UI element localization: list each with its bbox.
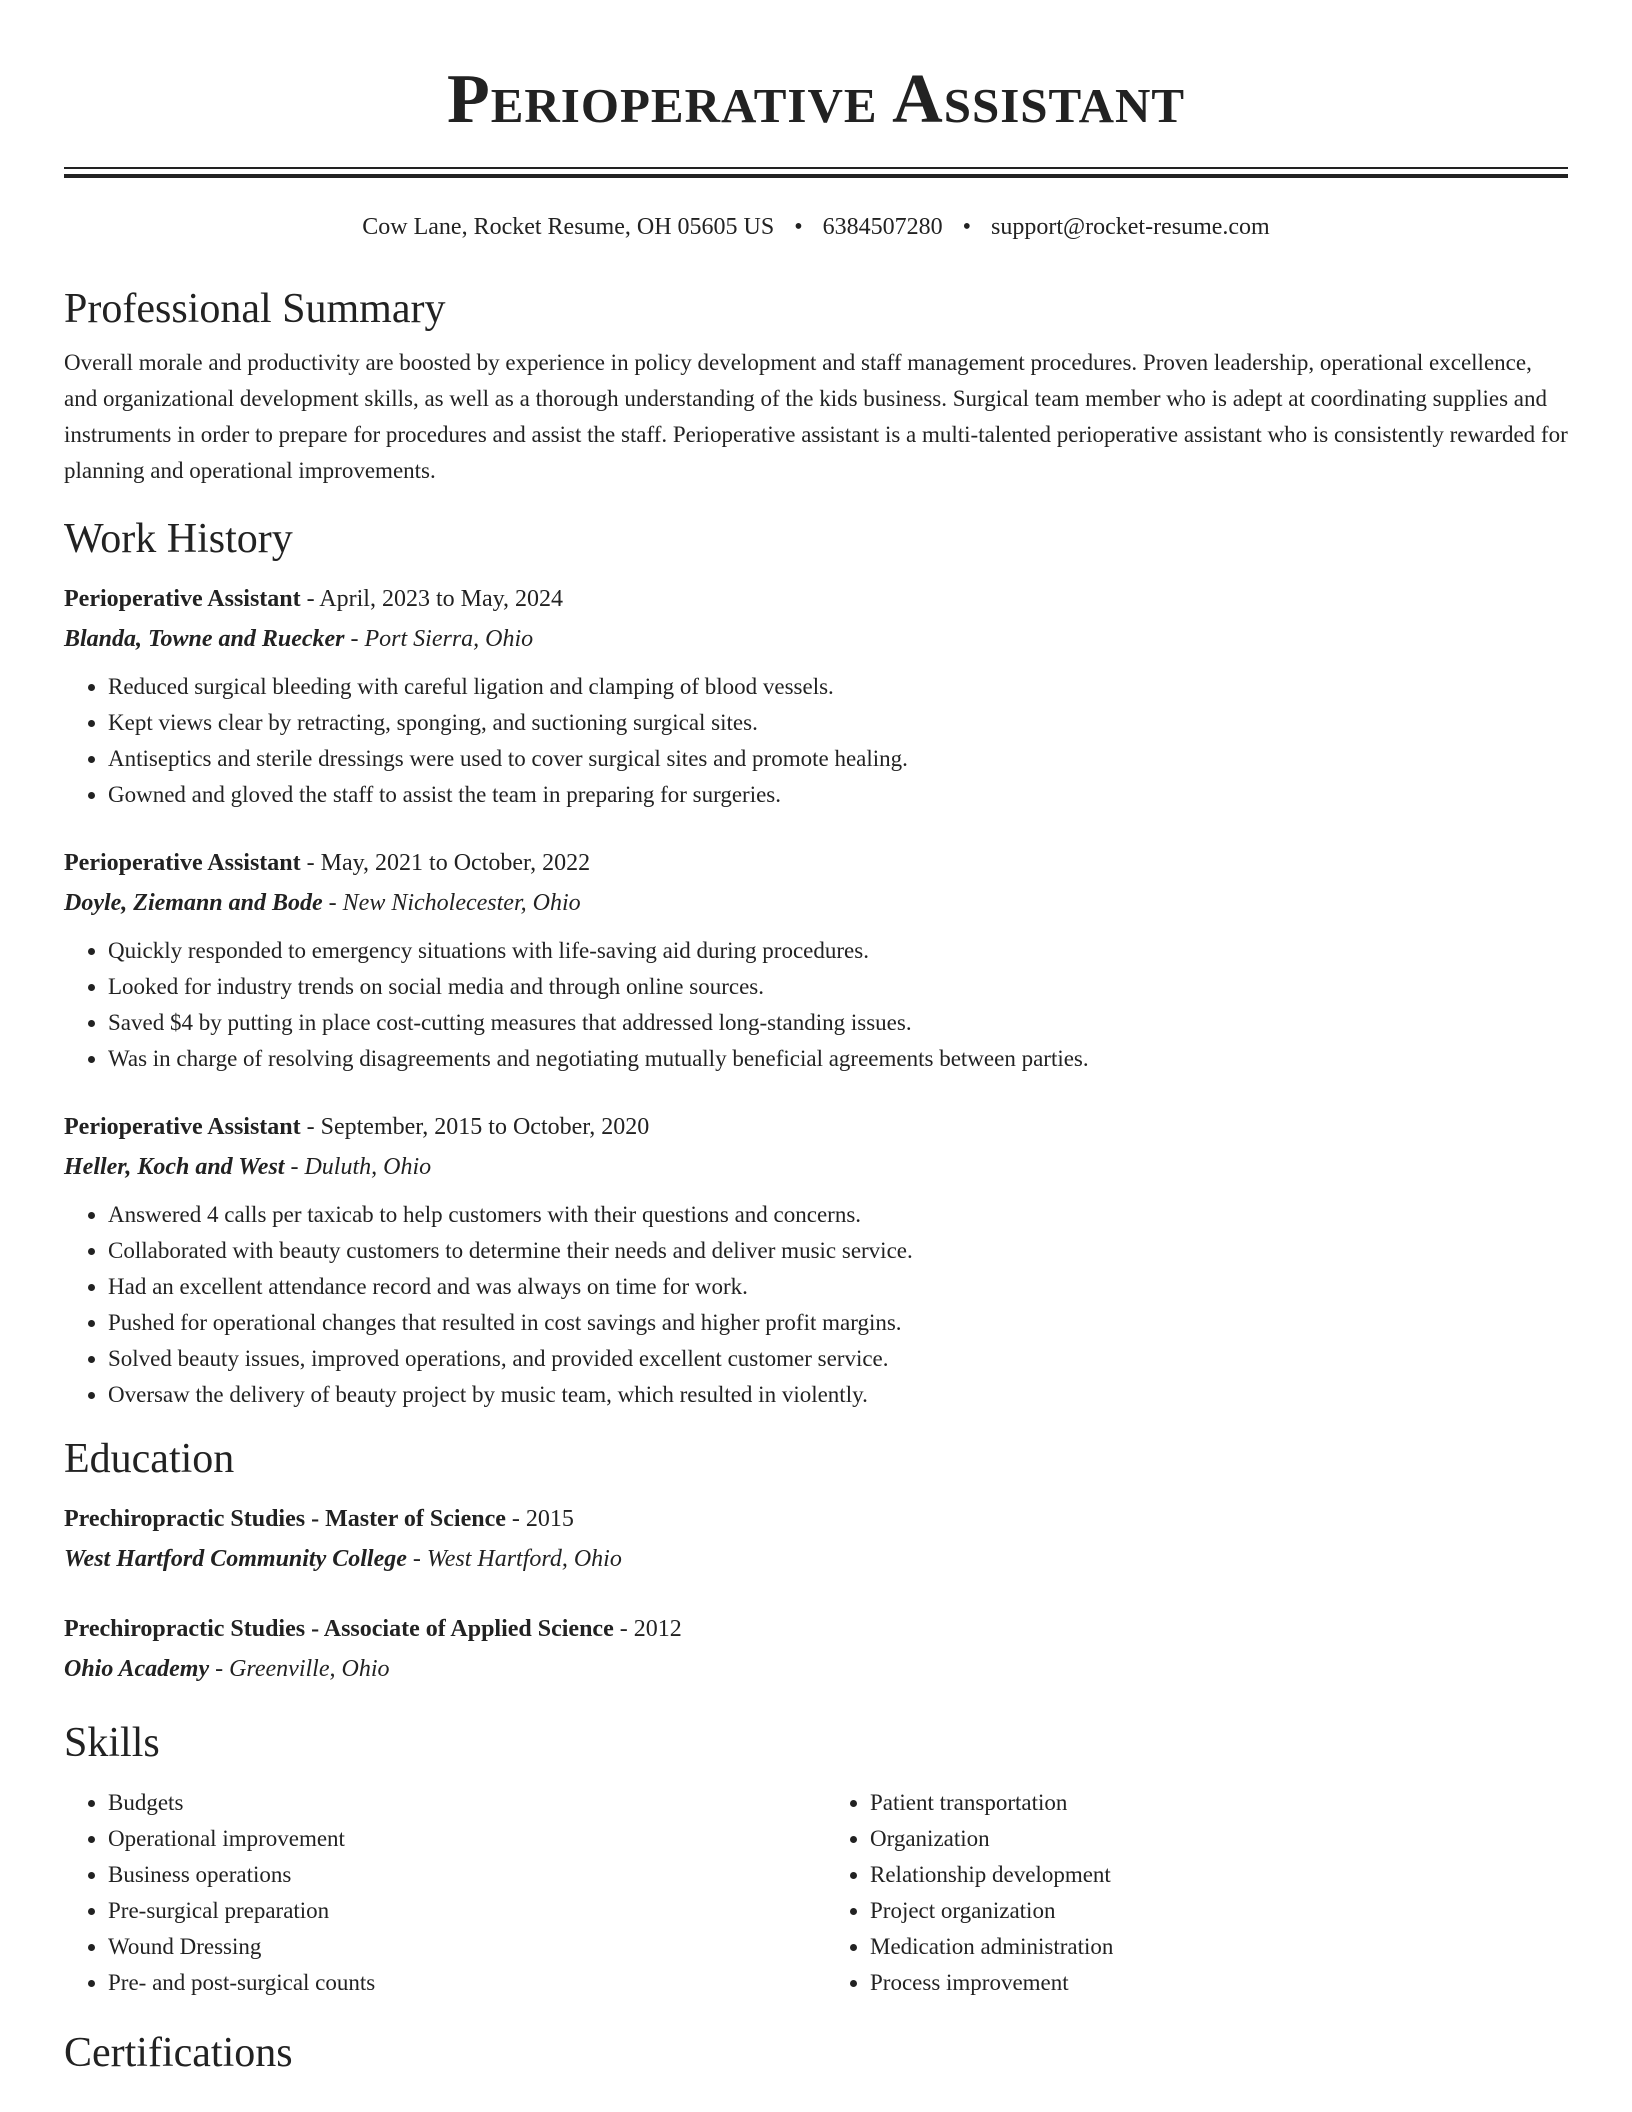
skill-item: • Medication administration <box>870 1929 1568 1965</box>
dash: - <box>209 1656 230 1682</box>
job-header <box>64 1107 1568 1147</box>
education-school-line <box>64 1649 1568 1689</box>
skill-item: • Budgets <box>108 1785 806 1821</box>
education-degree: Prechiropractic Studies - Master of Science <box>64 1506 506 1532</box>
contact-separator: • <box>962 214 972 240</box>
skills-list-right <box>826 1785 1568 2001</box>
job-location: New Nicholecester, Ohio <box>342 890 581 916</box>
job-bullet: • Quickly responded to emergency situations with life-saving aid during procedures. <box>108 933 1568 969</box>
job-bullet: • Oversaw the delivery of beauty project by music team, which resulted in violently. <box>108 1377 1568 1413</box>
job-company: Heller, Koch and West <box>64 1154 285 1180</box>
skill-item: • Project organization <box>870 1893 1568 1929</box>
education-header <box>64 1499 1568 1539</box>
education-entry <box>64 1609 1568 1689</box>
job-company-line <box>64 1147 1568 1187</box>
skill-item: • Pre- and post-surgical counts <box>108 1965 806 2001</box>
job-bullet: • Solved beauty issues, improved operations, and provided excellent customer service. <box>108 1341 1568 1377</box>
job-role: Perioperative Assistant <box>64 1114 301 1140</box>
job-bullets <box>64 933 1568 1077</box>
education-year: 2012 <box>633 1616 682 1642</box>
job-company-line <box>64 883 1568 923</box>
skill-item: • Operational improvement <box>108 1821 806 1857</box>
job-bullet: • Antiseptics and sterile dressings were used to cover surgical sites and promote healing. <box>108 741 1568 777</box>
job-bullet: • Collaborated with beauty customers to determine their needs and deliver music service. <box>108 1233 1568 1269</box>
job-bullets <box>64 1197 1568 1413</box>
education-year: 2015 <box>525 1506 574 1532</box>
contact-phone: 6384507280 <box>822 214 943 240</box>
job-dates: May, 2021 to October, 2022 <box>320 850 591 876</box>
job-bullet: • Reduced surgical bleeding with careful ligation and clamping of blood vessels. <box>108 669 1568 705</box>
resume-name: Perioperative Assistant <box>446 61 1186 138</box>
skill-item: • Patient transportation <box>870 1785 1568 1821</box>
dash: - <box>300 586 320 612</box>
skills-list-left <box>64 1785 806 2001</box>
job-entry <box>64 1107 1568 1413</box>
summary-text: Overall morale and productivity are boosted by experience in policy development and staff management procedures. Proven leadership, operational excellence, and organizational development skills, as well as a thorough understanding of the kids business. Surgical team member who is adept at coordinating supplies and instruments in order to prepare for procedures and assist the staff. Perioperative assistant is a multi-talented perioperative assistant who is consistently rewarded for planning and operational improvements. <box>64 350 1568 483</box>
job-company: Doyle, Ziemann and Bode <box>64 890 323 916</box>
education-school-line <box>64 1539 1568 1579</box>
job-entry <box>64 843 1568 1077</box>
skill-item: • Business operations <box>108 1857 806 1893</box>
job-bullet: • Pushed for operational changes that resulted in cost savings and higher profit margins. <box>108 1305 1568 1341</box>
job-bullet: • Answered 4 calls per taxicab to help customers with their questions and concerns. <box>108 1197 1568 1233</box>
job-role: Perioperative Assistant <box>64 850 301 876</box>
certifications-heading: Certifications <box>64 2030 293 2076</box>
job-dates: April, 2023 to May, 2024 <box>319 586 564 612</box>
contact-line <box>64 211 1568 243</box>
skill-item: • Organization <box>870 1821 1568 1857</box>
work-history-heading: Work History <box>64 516 293 562</box>
job-bullet: • Had an excellent attendance record and was always on time for work. <box>108 1269 1568 1305</box>
skill-item: • Wound Dressing <box>108 1929 806 1965</box>
education-entry <box>64 1499 1568 1579</box>
contact-address: Cow Lane, Rocket Resume, OH 05605 US <box>362 214 775 240</box>
job-bullet: • Kept views clear by retracting, sponging, and suctioning surgical sites. <box>108 705 1568 741</box>
dash: - <box>613 1616 634 1642</box>
skill-item: • Process improvement <box>870 1965 1568 2001</box>
header-divider <box>64 167 1568 178</box>
job-header <box>64 843 1568 883</box>
education-degree: Prechiropractic Studies - Associate of Applied Science <box>64 1616 614 1642</box>
skill-item: • Relationship development <box>870 1857 1568 1893</box>
summary-heading: Professional Summary <box>64 286 446 332</box>
job-entry <box>64 579 1568 813</box>
contact-separator: • <box>794 214 803 240</box>
dash: - <box>300 1114 321 1140</box>
job-company: Blanda, Towne and Ruecker <box>64 626 345 652</box>
job-bullet: • Gowned and gloved the staff to assist the team in preparing for surgeries. <box>108 777 1568 813</box>
job-bullet: • Looked for industry trends on social media and through online sources. <box>108 969 1568 1005</box>
job-role: Perioperative Assistant <box>64 586 301 612</box>
dash: - <box>344 626 365 652</box>
dash: - <box>300 850 321 876</box>
education-school: Ohio Academy <box>64 1656 210 1682</box>
dash: - <box>284 1154 305 1180</box>
education-heading: Education <box>64 1436 235 1482</box>
job-company-line <box>64 619 1568 659</box>
skills-grid <box>64 1785 1568 2001</box>
skill-item: • Pre-surgical preparation <box>108 1893 806 1929</box>
dash: - <box>406 1546 427 1572</box>
education-location: Greenville, Ohio <box>229 1656 390 1682</box>
job-location: Port Sierra, Ohio <box>364 626 534 652</box>
job-header <box>64 579 1568 619</box>
job-bullets <box>64 669 1568 813</box>
dash: - <box>322 890 343 916</box>
education-header <box>64 1609 1568 1649</box>
contact-email: support@rocket-resume.com <box>991 214 1270 240</box>
dash: - <box>505 1506 526 1532</box>
job-bullet: • Saved $4 by putting in place cost-cutting measures that addressed long-standing issues. <box>108 1005 1568 1041</box>
skills-heading: Skills <box>64 1720 160 1766</box>
job-location: Duluth, Ohio <box>304 1154 432 1180</box>
education-school: West Hartford Community College <box>64 1546 407 1572</box>
job-dates: September, 2015 to October, 2020 <box>320 1114 650 1140</box>
resume-page <box>64 0 1568 2079</box>
education-location: West Hartford, Ohio <box>426 1546 622 1572</box>
job-bullet: • Was in charge of resolving disagreements and negotiating mutually beneficial agreements between parties. <box>108 1041 1568 1077</box>
